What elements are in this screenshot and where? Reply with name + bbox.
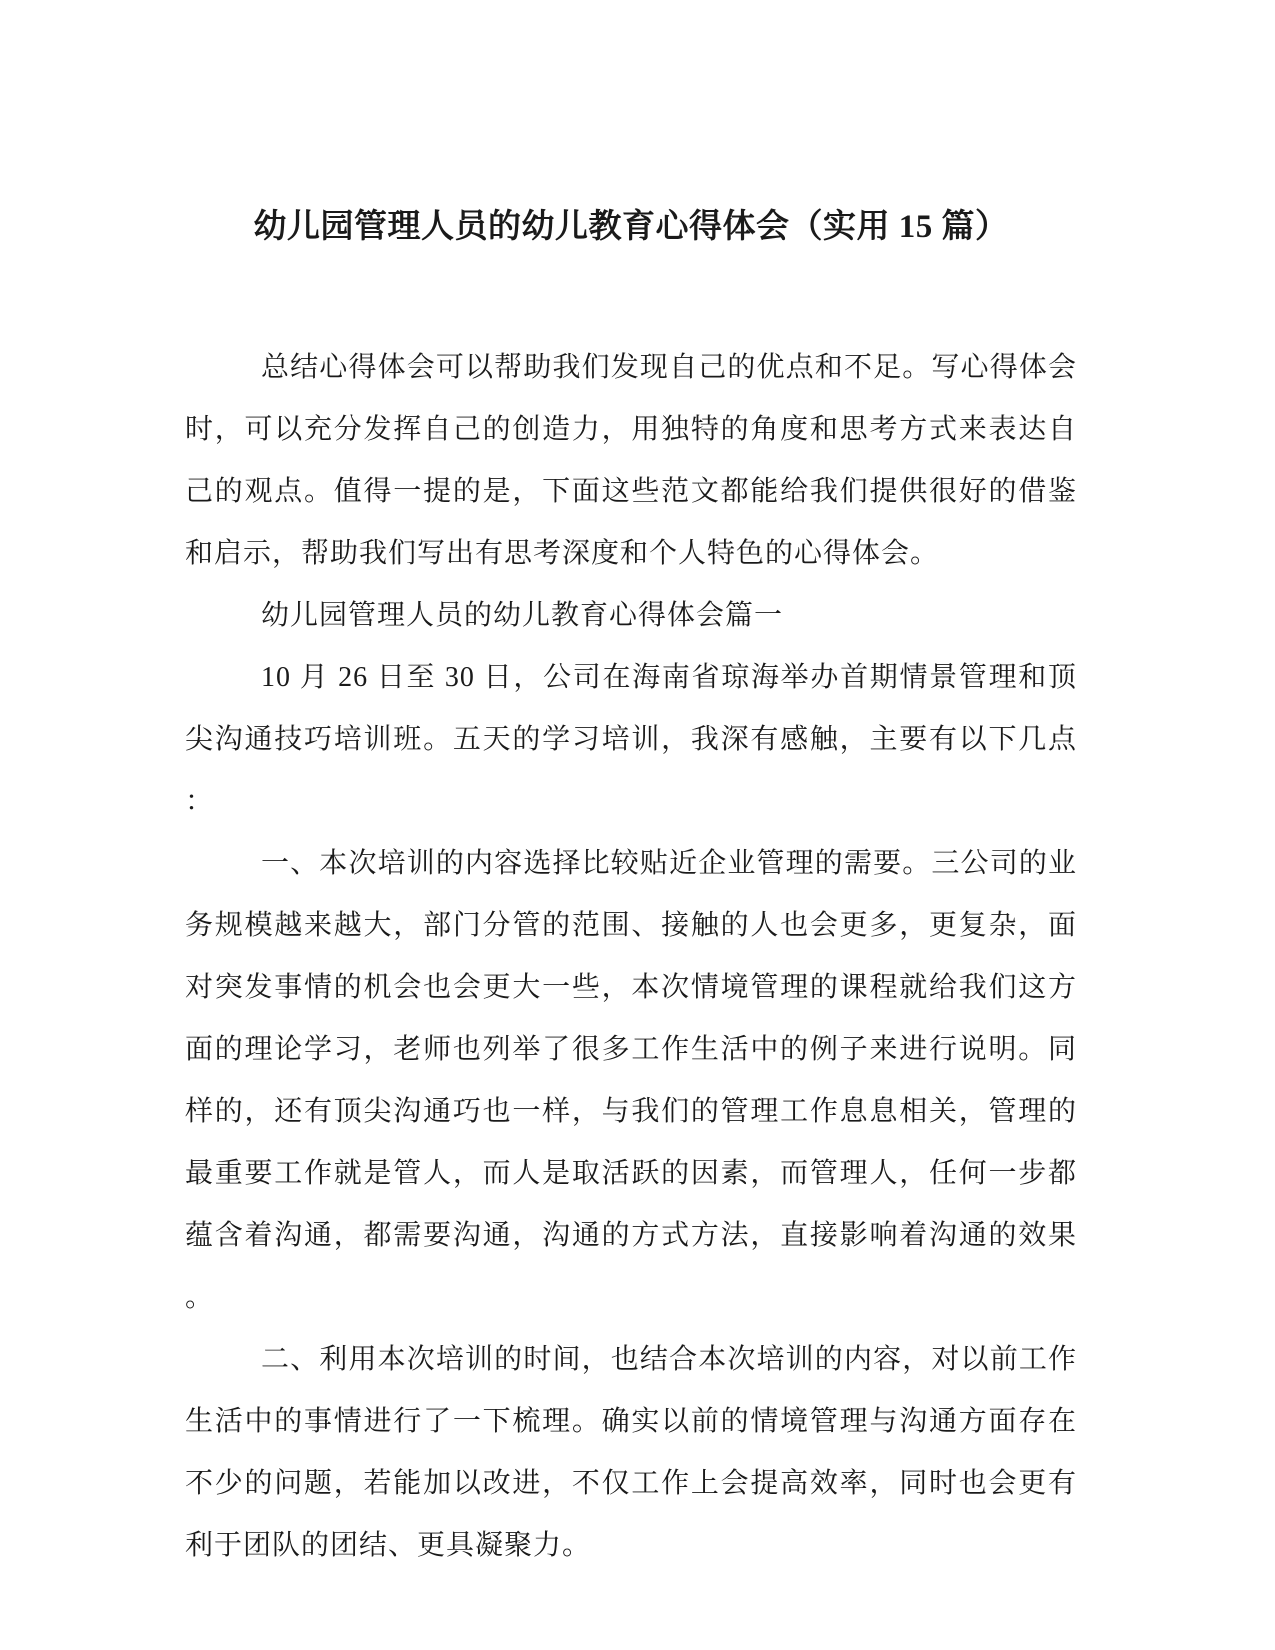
document-body	[185, 337, 1077, 1577]
paragraph-section-heading: 幼儿园管理人员的幼儿教育心得体会篇一	[261, 600, 784, 631]
page-title: 幼儿园管理人员的幼儿教育心得体会（实用 15 篇）	[253, 209, 1009, 245]
paragraph-point-two: 二、利用本次培训的时间，也结合本次培训的内容，对以前工作生活中的事情进行了一下梳理。确实以前的情境管理与沟通方面存在不少的问题，若能加以改进，不仅工作上会提高效率，同时也会更有利于团队的团结、更具凝聚力。	[185, 1344, 1077, 1561]
paragraph-point-one: 一、本次培训的内容选择比较贴近企业管理的需要。三公司的业务规模越来越大，部门分管的范围、接触的人也会更多，更复杂，面对突发事情的机会也会更大一些，本次情境管理的课程就给我们这方面的理论学习，老师也列举了很多工作生活中的例子来进行说明。同样的，还有顶尖沟通巧也一样，与我们的管理工作息息相关，管理的最重要工作就是管人，而人是取活跃的因素，而管理人，任何一步都蕴含着沟通，都需要沟通，沟通的方式方法，直接影响着沟通的效果。	[185, 848, 1077, 1313]
paragraph-training-overview: 10 月 26 日至 30 日，公司在海南省琼海举办首期情景管理和顶尖沟通技巧培训班。五天的学习培训，我深有感触，主要有以下几点：	[185, 662, 1077, 817]
document-content	[185, 196, 1077, 1577]
paragraph-intro: 总结心得体会可以帮助我们发现自己的优点和不足。写心得体会时，可以充分发挥自己的创造力，用独特的角度和思考方式来表达自己的观点。值得一提的是，下面这些范文都能给我们提供很好的借鉴和启示，帮助我们写出有思考深度和个人特色的心得体会。	[185, 352, 1077, 569]
